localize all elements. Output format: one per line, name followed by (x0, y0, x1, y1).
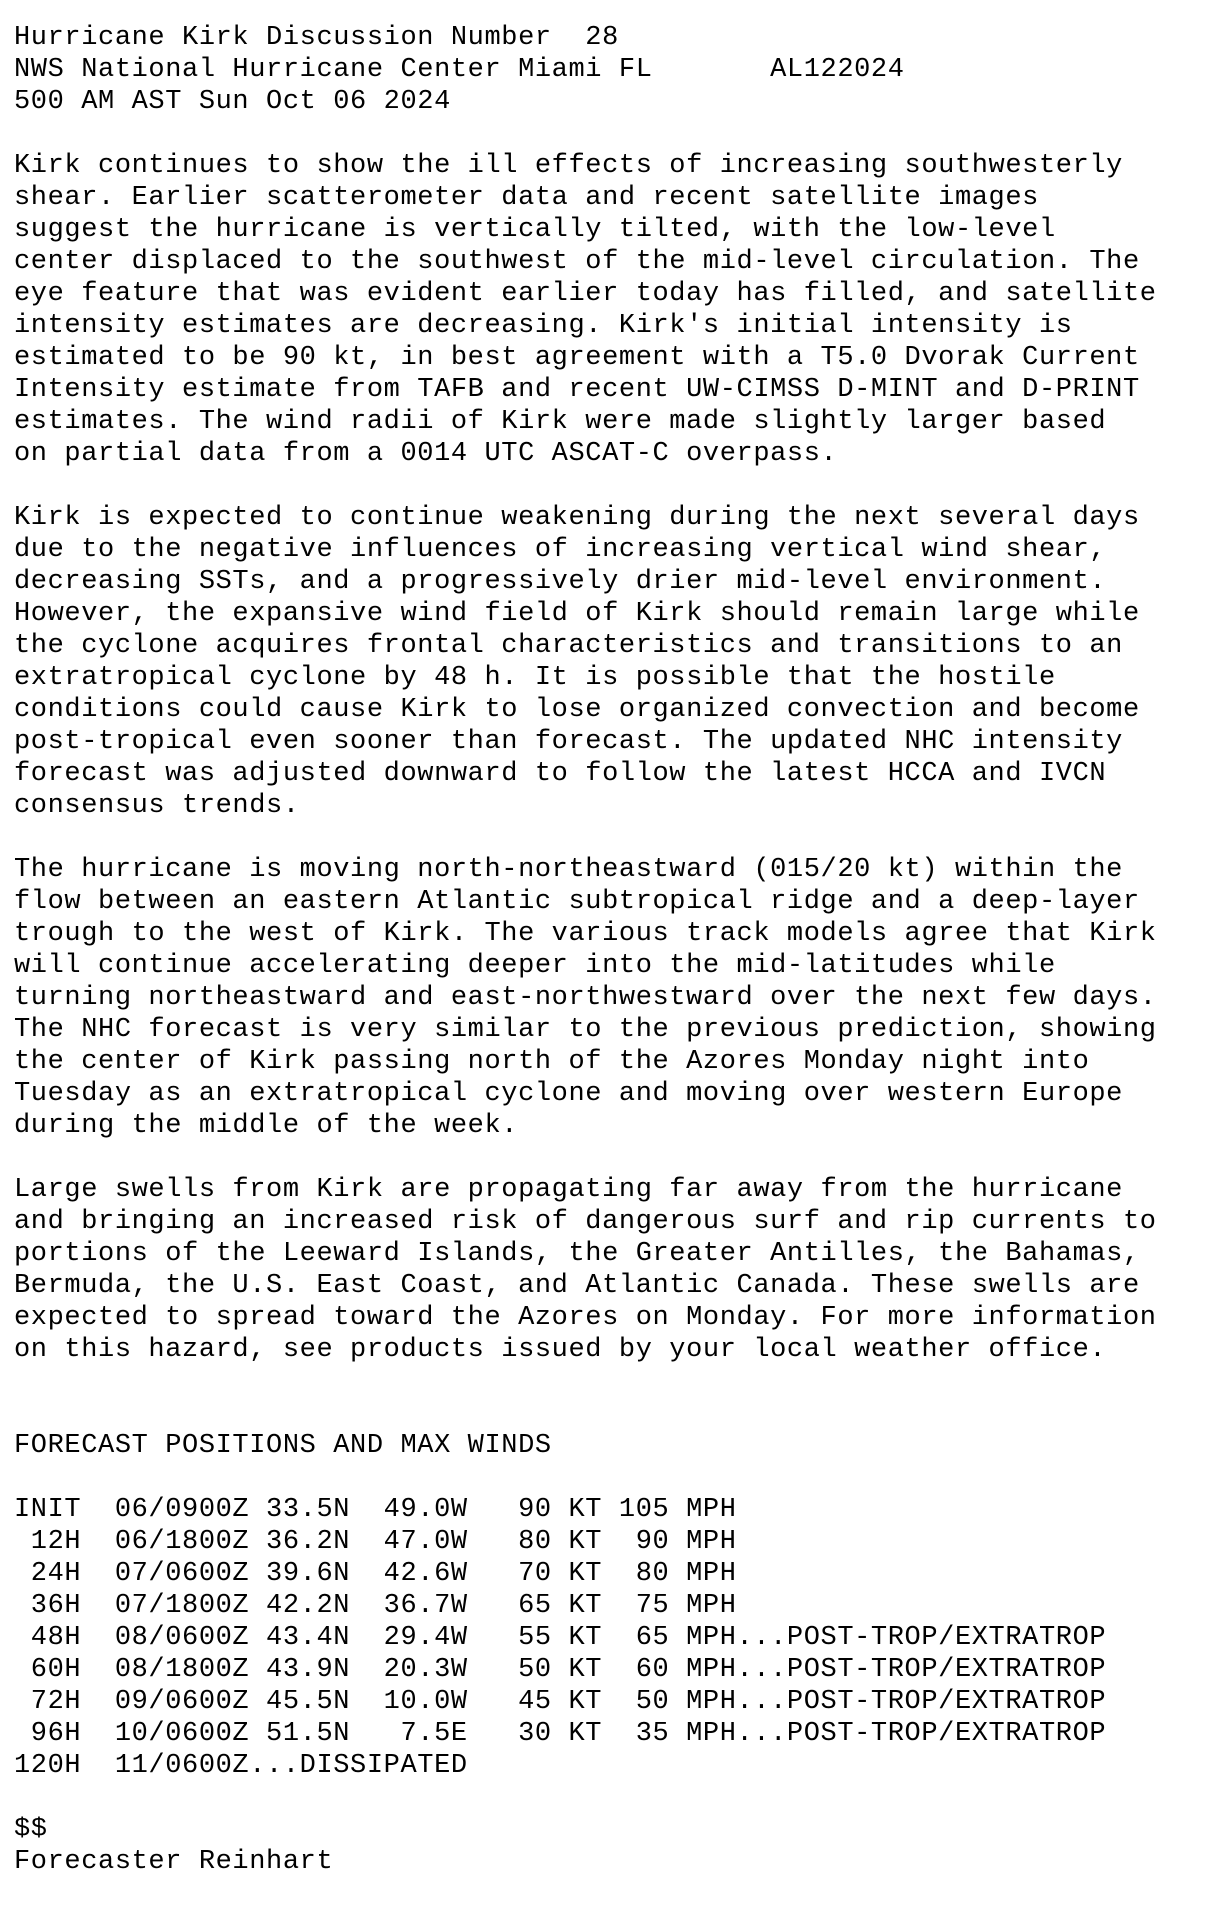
paragraph-line: on partial data from a 0014 UTC ASCAT-C overpass. (14, 439, 838, 469)
paragraph-line: estimates. The wind radii of Kirk were made slightly larger based (14, 407, 1107, 437)
paragraph-line: Kirk is expected to continue weakening during the next several days (14, 503, 1140, 533)
paragraph-line: portions of the Leeward Islands, the Greater Antilles, the Bahamas, (14, 1239, 1140, 1269)
issue-time: 500 AM AST Sun Oct 06 2024 (14, 87, 451, 117)
paragraph-line: will continue accelerating deeper into the mid-latitudes while (14, 951, 1056, 981)
paragraph-line: Tuesday as an extratropical cyclone and moving over western Europe (14, 1079, 1123, 1109)
paragraph-line: extratropical cyclone by 48 h. It is possible that the hostile (14, 663, 1056, 693)
paragraph-line: decreasing SSTs, and a progressively drier mid-level environment. (14, 567, 1107, 597)
blank-line (14, 1462, 1157, 1494)
forecaster-signature: Forecaster Reinhart (14, 1847, 334, 1877)
paragraph-line: during the middle of the week. (14, 1111, 519, 1141)
paragraph-line: the cyclone acquires frontal characteristics and transitions to an (14, 631, 1123, 661)
paragraph-line: However, the expansive wind field of Kirk should remain large while (14, 599, 1140, 629)
blank-line (14, 1398, 1157, 1430)
paragraph-line: The hurricane is moving north-northeastward (015/20 kt) within the (14, 855, 1123, 885)
forecast-row: 36H 07/1800Z 42.2N 36.7W 65 KT 75 MPH (14, 1591, 737, 1621)
forecast-row: 120H 11/0600Z...DISSIPATED (14, 1751, 468, 1781)
forecast-row: 72H 09/0600Z 45.5N 10.0W 45 KT 50 MPH...POST-TROP/EXTRATROP (14, 1687, 1107, 1717)
paragraph-line: center displaced to the southwest of the mid-level circulation. The (14, 247, 1140, 277)
blank-line (14, 1142, 1157, 1174)
paragraph-line: the center of Kirk passing north of the Azores Monday night into (14, 1047, 1090, 1077)
paragraph-line: Large swells from Kirk are propagating far away from the hurricane (14, 1175, 1123, 1205)
paragraph-line: Bermuda, the U.S. East Coast, and Atlantic Canada. These swells are (14, 1271, 1140, 1301)
paragraph-line: conditions could cause Kirk to lose organized convection and become (14, 695, 1140, 725)
paragraph-line: Intensity estimate from TAFB and recent UW-CIMSS D-MINT and D-PRINT (14, 375, 1140, 405)
paragraph-line: turning northeastward and east-northwestward over the next few days. (14, 983, 1157, 1013)
end-marker: $$ (14, 1815, 48, 1845)
forecast-row: 48H 08/0600Z 43.4N 29.4W 55 KT 65 MPH...POST-TROP/EXTRATROP (14, 1623, 1107, 1653)
paragraph-line: shear. Earlier scatterometer data and recent satellite images (14, 183, 1039, 213)
blank-line (14, 470, 1157, 502)
paragraph-line: on this hazard, see products issued by your local weather office. (14, 1335, 1107, 1365)
forecast-row: 60H 08/1800Z 43.9N 20.3W 50 KT 60 MPH...POST-TROP/EXTRATROP (14, 1655, 1107, 1685)
forecast-row: 12H 06/1800Z 36.2N 47.0W 80 KT 90 MPH (14, 1527, 737, 1557)
blank-line (14, 118, 1157, 150)
paragraph-line: eye feature that was evident earlier today has filled, and satellite (14, 279, 1157, 309)
paragraph-line: expected to spread toward the Azores on Monday. For more information (14, 1303, 1157, 1333)
paragraph-line: intensity estimates are decreasing. Kirk's initial intensity is (14, 311, 1073, 341)
paragraph-line: flow between an eastern Atlantic subtropical ridge and a deep-layer (14, 887, 1140, 917)
blank-line (14, 1782, 1157, 1814)
paragraph-line: estimated to be 90 kt, in best agreement with a T5.0 Dvorak Current (14, 343, 1140, 373)
forecast-row: 24H 07/0600Z 39.6N 42.6W 70 KT 80 MPH (14, 1559, 737, 1589)
forecast-row: 96H 10/0600Z 51.5N 7.5E 30 KT 35 MPH...POST-TROP/EXTRATROP (14, 1719, 1107, 1749)
forecast-row: INIT 06/0900Z 33.5N 49.0W 90 KT 105 MPH (14, 1495, 737, 1525)
paragraph-line: Kirk continues to show the ill effects of increasing southwesterly (14, 151, 1123, 181)
blank-line (14, 1366, 1157, 1398)
paragraph-line: and bringing an increased risk of dangerous surf and rip currents to (14, 1207, 1157, 1237)
discussion-text (14, 22, 1157, 1878)
forecast-heading: FORECAST POSITIONS AND MAX WINDS (14, 1431, 552, 1461)
paragraph-line: post-tropical even sooner than forecast. The updated NHC intensity (14, 727, 1123, 757)
paragraph-line: suggest the hurricane is vertically tilted, with the low-level (14, 215, 1056, 245)
paragraph-line: due to the negative influences of increasing vertical wind shear, (14, 535, 1107, 565)
paragraph-line: forecast was adjusted downward to follow the latest HCCA and IVCN (14, 759, 1107, 789)
paragraph-line: consensus trends. (14, 791, 300, 821)
issuing-office: NWS National Hurricane Center Miami FL AL122024 (14, 55, 905, 85)
blank-line (14, 822, 1157, 854)
paragraph-line: trough to the west of Kirk. The various track models agree that Kirk (14, 919, 1157, 949)
discussion-title: Hurricane Kirk Discussion Number 28 (14, 23, 619, 53)
paragraph-line: The NHC forecast is very similar to the previous prediction, showing (14, 1015, 1157, 1045)
